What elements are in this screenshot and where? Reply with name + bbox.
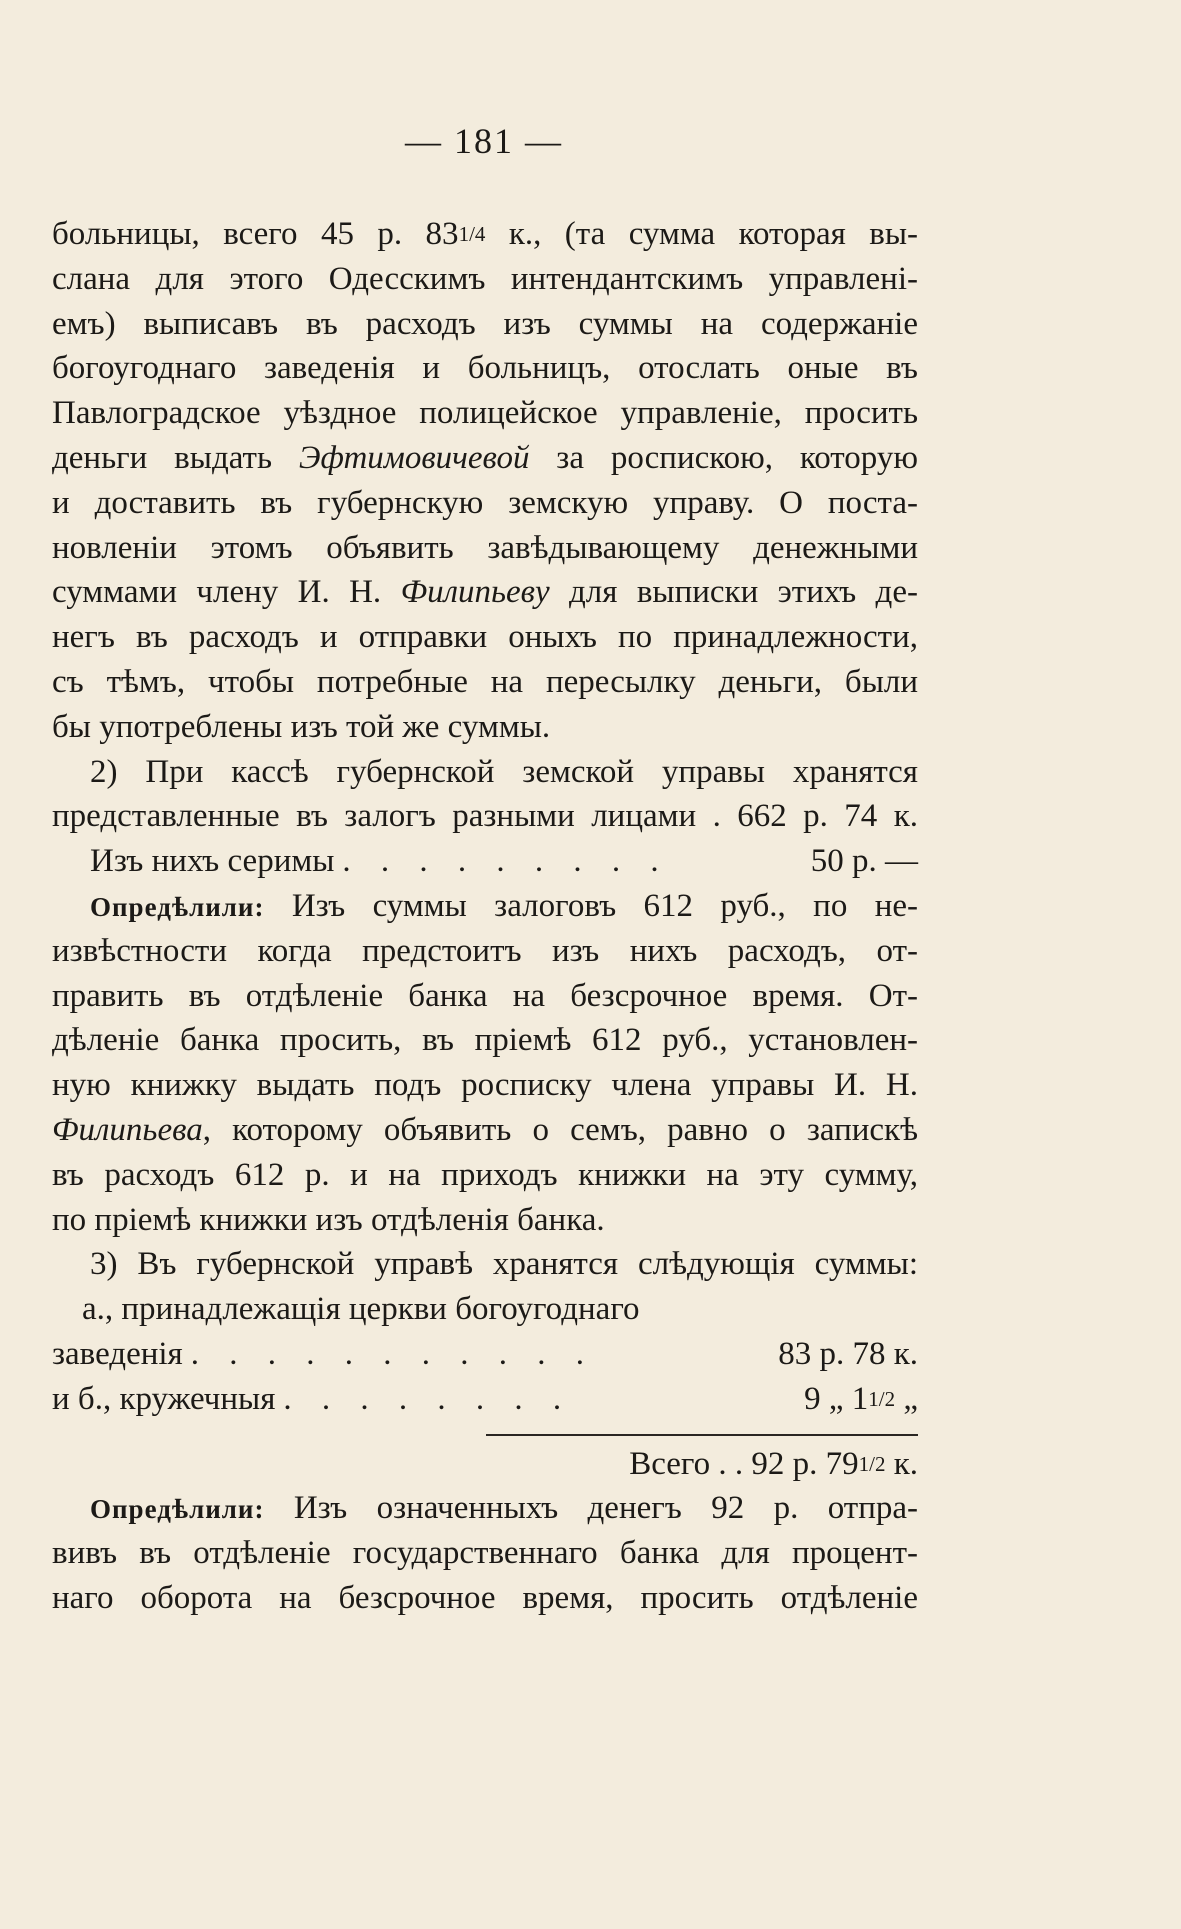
text-line: суммами члену И. Н. Филипьеву для выписки этихъ де- bbox=[52, 574, 918, 611]
text-line: Павлоградское уѣздное полицейское управленіе, просить bbox=[52, 395, 918, 432]
text-line: 2) При кассѣ губернской земской управы хранятся bbox=[90, 753, 918, 790]
text-line: новленіи этомъ объявить завѣдывающему денежными bbox=[52, 529, 918, 566]
text-line: больницы, всего 45 р. 831/4 к., (та сумма которая вы- bbox=[52, 216, 919, 252]
body-text bbox=[52, 212, 918, 1621]
italic-name: Филипьева bbox=[52, 1111, 203, 1148]
decision-label: Опредѣлили: bbox=[90, 1494, 265, 1525]
decision-label: Опредѣлили: bbox=[90, 891, 265, 922]
text-line: извѣстности когда предстоитъ изъ нихъ расходъ, от- bbox=[52, 932, 918, 969]
text-line: Опредѣлили: Изъ означенныхъ денегъ 92 р. отпра- bbox=[90, 1490, 918, 1527]
text-line: въ расходъ 612 р. и на приходъ книжки на эту сумму, bbox=[52, 1156, 918, 1193]
fraction: 1/2 bbox=[868, 1386, 896, 1411]
text-line: деньги выдать Эфтимовичевой за роспискою, которую bbox=[52, 439, 918, 476]
text-line: дѣленіе банка просить, въ пріемѣ 612 руб., установлен- bbox=[52, 1022, 918, 1059]
text-line: богоугоднаго заведенія и больницъ, отослать оные въ bbox=[52, 350, 918, 387]
text-line: вивъ въ отдѣленіе государственнаго банка для процент- bbox=[52, 1535, 918, 1572]
text-line: Опредѣлили: Изъ суммы залоговъ 612 руб., по не- bbox=[90, 887, 918, 924]
sum-row: и б., кружечныя . . . . . . . . 9 „ 11/2 „ bbox=[52, 1377, 918, 1422]
fraction: 1/2 bbox=[858, 1451, 886, 1476]
leader-dots: . . . . . . . . bbox=[283, 1380, 573, 1417]
sum-rule bbox=[486, 1434, 918, 1436]
leader-dots: . . . . . . . . . bbox=[342, 843, 670, 880]
italic-name: Эфтимовичевой bbox=[298, 439, 530, 476]
text-line: 3) Въ губернской управѣ хранятся слѣдующія суммы: bbox=[90, 1246, 918, 1283]
text-line: Филипьева, которому объявить о семъ, равно о запискѣ bbox=[52, 1111, 918, 1148]
page-number: — 181 — bbox=[405, 121, 563, 161]
text-line: бы употреблены изъ той же суммы. bbox=[52, 708, 551, 745]
fraction: 1/4 bbox=[458, 222, 486, 246]
leader-dots: . . . . . . . . . . . bbox=[190, 1335, 595, 1372]
total-row: Всего . . 92 р. 791/2 к. bbox=[629, 1445, 918, 1482]
text-line: править въ отдѣленіе банка на безсрочное время. От- bbox=[52, 977, 918, 1014]
text-line: съ тѣмъ, чтобы потребные на пересылку деньги, были bbox=[52, 663, 918, 700]
serimy-row: Изъ нихъ серимы . . . . . . . . . 50 р. — bbox=[52, 839, 918, 884]
italic-name: Филипьеву bbox=[400, 574, 550, 611]
text-line: и доставить въ губернскую земскую управу. О поста- bbox=[52, 484, 918, 521]
sum-row: заведенія . . . . . . . . . . . 83 р. 78 к. bbox=[52, 1332, 918, 1377]
text-line: а., принадлежащія церкви богоугоднаго bbox=[82, 1291, 640, 1328]
text-line: по пріемѣ книжки изъ отдѣленія банка. bbox=[52, 1201, 605, 1238]
text-line: представленные въ залогъ разными лицами . 662 р. 74 к. bbox=[52, 798, 918, 835]
text-line: слана для этого Одесскимъ интендантскимъ управлені- bbox=[52, 260, 918, 297]
text-line: наго оборота на безсрочное время, просить отдѣленіе bbox=[52, 1579, 918, 1616]
text-line: негъ въ расходъ и отправки оныхъ по принадлежности, bbox=[52, 619, 918, 656]
text-line: емъ) выписавъ въ расходъ изъ суммы на содержаніе bbox=[52, 305, 918, 342]
text-line: ную книжку выдать подъ росписку члена управы И. Н. bbox=[52, 1067, 918, 1104]
